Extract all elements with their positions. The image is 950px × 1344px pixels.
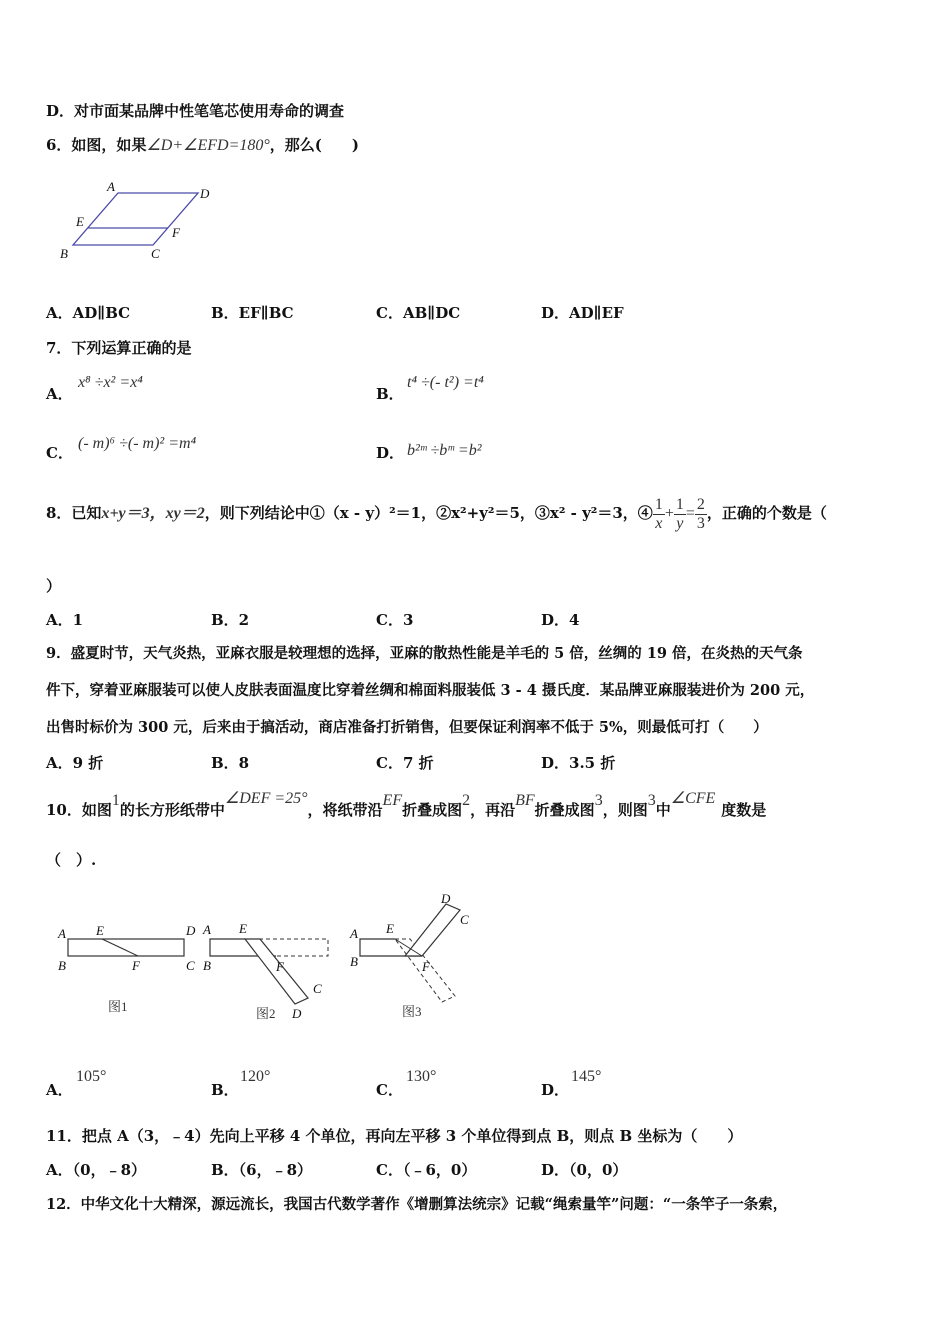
q6-option-b: B．EF∥BC — [211, 304, 294, 322]
q6-label-e: E — [76, 214, 84, 229]
q10-figure-2 — [202, 921, 328, 1021]
q8-equals-sign: = — [685, 505, 695, 522]
q8-part-4: ，正确的个数是（ — [706, 504, 827, 522]
q10-text-2: 的长方形纸带中 — [119, 801, 225, 819]
q7-option-b-label: B． — [376, 385, 404, 403]
q8-frac2-numerator: 1 — [675, 495, 684, 513]
q9-stem-line-3: 出售时标价为 300 元，后来由于搞活动，商店准备打折销售，但要保证利润率不低于 5%，则最低可打（ ） — [46, 719, 768, 736]
q9-option-d: D．3.5 折 — [541, 754, 616, 772]
q10-figure-number-3: 3 — [594, 792, 603, 809]
q10-option-a-label: A． — [46, 1081, 73, 1099]
q10-fig2-caption: 图2 — [256, 1006, 276, 1021]
q10-fig1-label-f: F — [132, 958, 140, 973]
q8-stem — [46, 492, 827, 535]
q8-frac1-denominator: x — [655, 514, 663, 532]
q6-angle-expression: ∠D+∠EFD=180° — [146, 137, 270, 154]
q7-option-d-label: D． — [376, 444, 405, 462]
q10-text-8: 中 — [655, 801, 671, 819]
q10-fig1-label-c: C — [186, 958, 195, 973]
q10-fig3-label-d: D — [441, 891, 451, 906]
q10-fig2-label-d: D — [292, 1006, 302, 1021]
q8-frac1-numerator: 1 — [654, 495, 663, 513]
q6-label-d: D — [200, 186, 210, 201]
q7-option-d-expression: b²ᵐ ÷bᵐ =b² — [407, 442, 482, 459]
q10-fig3-caption: 图3 — [402, 1004, 422, 1019]
q10-text-1: 10．如图 — [46, 801, 112, 819]
q11-stem: 11．把点 A（3，﹣4）先向上平移 4 个单位，再向左平移 3 个单位得到点 B，则点 B 坐标为（ ） — [46, 1127, 743, 1145]
q10-text-5: ，再沿 — [470, 801, 516, 819]
q10-fig3-label-e: E — [386, 921, 394, 936]
q10-fig1-label-b: B — [58, 958, 66, 973]
q7-option-b-expression: t⁴ ÷(- t²) =t⁴ — [407, 374, 484, 391]
q10-figure-1 — [57, 923, 196, 1014]
q10-fig3-label-a: A — [350, 926, 358, 941]
q8-option-c: C．3 — [376, 611, 414, 629]
q8-option-b: B．2 — [211, 611, 250, 629]
q10-option-c-label: C． — [376, 1081, 403, 1099]
q11-option-b: B．（6，﹣8） — [211, 1161, 313, 1179]
prev-question-option-d: D．对市面某品牌中性笔笔芯使用寿命的调查 — [46, 102, 345, 120]
q10-text-4: 折叠成图 — [402, 801, 463, 819]
q7-option-c-label: C． — [46, 444, 73, 462]
q8-frac2-denominator: y — [676, 514, 684, 532]
q10-figure-number-2: 2 — [462, 792, 471, 809]
q10-option-b-value: 120° — [240, 1068, 271, 1085]
q10-angle-cfe: ∠CFE — [670, 790, 716, 807]
q10-folding-figures — [50, 888, 480, 1028]
q6-label-a: A — [107, 179, 115, 194]
q6-parallelogram-figure — [55, 178, 225, 268]
q8-fraction-2-over-3 — [695, 496, 707, 533]
q7-option-c-expression: (- m)⁶ ÷(- m)² =m⁴ — [78, 435, 197, 452]
q8-close-paren: ） — [46, 577, 62, 595]
q6-stem — [46, 135, 359, 156]
q8-plus-sign: + — [664, 505, 674, 522]
q10-fig2-label-c: C — [313, 981, 322, 996]
q8-frac3-numerator: 2 — [696, 495, 705, 513]
q8-part-1: 8．已知 — [46, 504, 102, 522]
q6-option-d: D．AD∥EF — [541, 304, 624, 322]
q10-text-6: 折叠成图 — [534, 801, 595, 819]
q10-fig1-label-d: D — [186, 923, 196, 938]
q10-text-9: 度数是 — [721, 801, 767, 819]
q9-option-c: C．7 折 — [376, 754, 434, 772]
q10-figure-number-3b: 3 — [647, 792, 656, 809]
q8-fraction-1-over-y — [674, 496, 686, 533]
q10-option-c-value: 130° — [406, 1068, 437, 1085]
q10-fig2-label-e: E — [239, 921, 247, 936]
q6-suffix: ，那么( ) — [269, 136, 359, 154]
q8-option-a: A．1 — [46, 611, 84, 629]
q7-option-a-expression: x⁸ ÷x² =x⁴ — [78, 374, 143, 391]
q6-option-a: A．AD∥BC — [46, 304, 131, 322]
q11-option-c: C．（﹣6，0） — [376, 1161, 477, 1179]
q10-option-d-value: 145° — [571, 1068, 602, 1085]
q10-fig1-label-e: E — [96, 923, 104, 938]
q8-frac3-denominator: 3 — [696, 514, 705, 532]
q10-fig2-label-a: A — [203, 922, 211, 937]
q10-fig1-caption: 图1 — [108, 999, 128, 1014]
q11-option-d: D．（0，0） — [541, 1161, 628, 1179]
q7-option-a-label: A． — [46, 385, 73, 403]
q6-label-f: F — [172, 225, 180, 240]
q10-figure-3 — [349, 891, 469, 1019]
q6-label-b: B — [60, 246, 68, 261]
q8-part-3: ，则下列结论中①（x - y）²＝1，②x²+y²＝5，③x² - y²＝3，④ — [204, 504, 653, 522]
q10-option-d-label: D． — [541, 1081, 570, 1099]
q9-stem-line-1: 9．盛夏时节，天气炎热，亚麻衣服是较理想的选择，亚麻的散热性能是羊毛的 5 倍，丝绸的 19 倍，在炎热的天气条 — [46, 645, 803, 662]
q10-fig2-label-b: B — [203, 958, 211, 973]
q10-fig3-label-f: F — [422, 959, 430, 974]
q10-tail: （ ）. — [46, 851, 97, 869]
q10-option-b-label: B． — [211, 1081, 239, 1099]
q7-stem: 7．下列运算正确的是 — [46, 339, 192, 357]
q10-segment-ef: EF — [382, 792, 403, 809]
q6-prefix: 6．如图，如果 — [46, 136, 147, 154]
q8-option-d: D．4 — [541, 611, 580, 629]
q10-angle-def: ∠DEF =25° — [224, 790, 308, 807]
q12-stem: 12．中华文化十大精深，源远流长，我国古代数学著作《增删算法统宗》记载“绳索量竿”问题：“一条竿子一条索， — [46, 1196, 788, 1213]
q9-option-b: B．8 — [211, 754, 250, 772]
q10-fig3-label-c: C — [460, 912, 469, 927]
q10-figure-number-1: 1 — [111, 792, 120, 809]
q10-fig1-label-a: A — [58, 926, 66, 941]
q10-option-a-value: 105° — [76, 1068, 107, 1085]
q10-fig3-label-b: B — [350, 954, 358, 969]
q6-label-c: C — [151, 246, 160, 261]
q8-condition: x+y＝3，xy＝2 — [101, 505, 205, 522]
q9-stem-line-2: 件下，穿着亚麻服装可以使人皮肤表面温度比穿着丝绸和棉面料服装低 3 - 4 摄氏度．某品牌亚麻服装进价为 200 元， — [46, 682, 815, 699]
q8-fraction-1-over-x — [653, 496, 665, 533]
q10-segment-bf: BF — [515, 792, 535, 809]
q10-text-3: ，将纸带沿 — [307, 801, 383, 819]
q11-option-a: A．（0，﹣8） — [46, 1161, 147, 1179]
q10-text-7: ，则图 — [602, 801, 648, 819]
q10-fig2-label-f: F — [276, 959, 284, 974]
q10-stem — [46, 790, 767, 821]
q6-option-c: C．AB∥DC — [376, 304, 461, 322]
q9-option-a: A．9 折 — [46, 754, 104, 772]
